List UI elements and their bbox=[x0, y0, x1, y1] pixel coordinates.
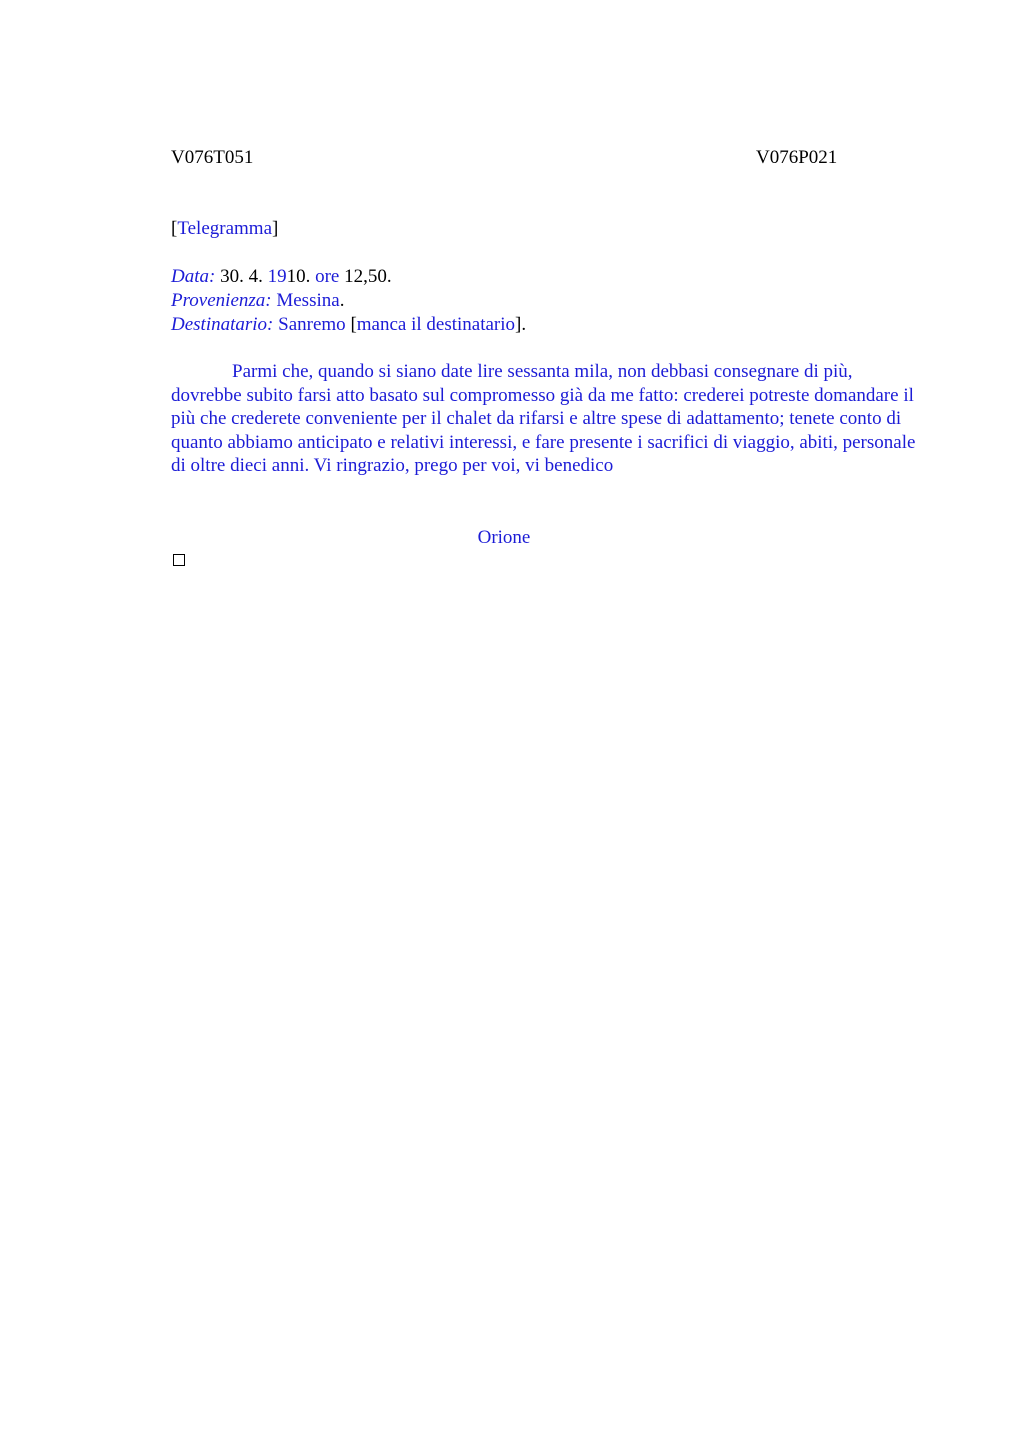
bracket-close: ] bbox=[272, 218, 279, 239]
recipient-note-open: [ bbox=[345, 314, 357, 335]
time-value: 12,50. bbox=[339, 266, 392, 287]
document-id-right: V076P021 bbox=[756, 147, 838, 168]
date-value-part: 10. bbox=[286, 266, 316, 287]
telegram-body: Parmi che, quando si siano date lire sessanta mila, non debbasi consegnare di più, dovrebbe subito farsi atto basato sul compromesso già da me fatto: crederei potreste domandare il più che crederete conveniente per il chalet da rifarsi e altre spese di adattamento; tenete conto di quanto abbiamo anticipato e relativi interessi, e fare presente i sacrifici di viaggio, abiti, personale di oltre dieci anni. Vi ringrazio, prego per voi, vi benedico bbox=[171, 361, 916, 477]
date-value-part: 30. 4. bbox=[220, 266, 268, 287]
provenance-value: Messina bbox=[276, 290, 340, 311]
recipient-value: Sanremo bbox=[278, 314, 346, 335]
document-type bbox=[171, 217, 278, 241]
recipient-label: Destinatario: bbox=[171, 314, 274, 335]
meta-recipient-line bbox=[171, 313, 526, 337]
time-label: ore bbox=[315, 266, 340, 287]
document-type-label: Telegramma bbox=[177, 218, 273, 239]
meta-date-line bbox=[171, 265, 392, 289]
meta-provenance-line bbox=[171, 289, 344, 313]
recipient-note-close: ]. bbox=[515, 314, 527, 335]
bracket-open: [ bbox=[171, 218, 178, 239]
signature: Orione bbox=[477, 527, 531, 548]
end-marker-box bbox=[173, 554, 185, 566]
date-label: Data: bbox=[171, 266, 216, 287]
provenance-label: Provenienza: bbox=[171, 290, 272, 311]
date-value-part: 19 bbox=[267, 266, 287, 287]
provenance-end: . bbox=[339, 290, 345, 311]
document-id-left: V076T051 bbox=[171, 147, 254, 168]
recipient-note: manca il destinatario bbox=[356, 314, 516, 335]
